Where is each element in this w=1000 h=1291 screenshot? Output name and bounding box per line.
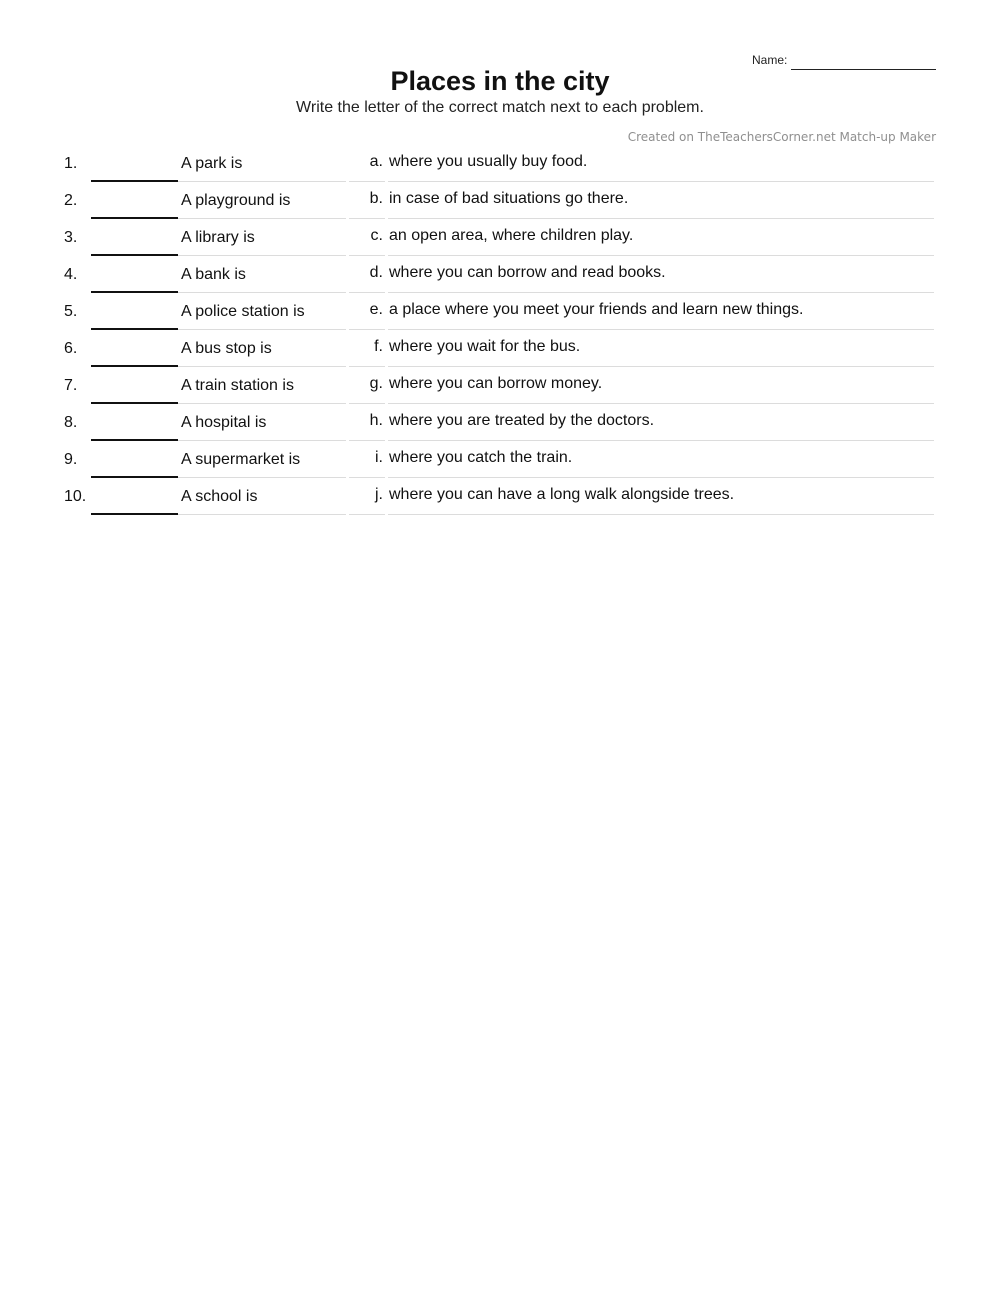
name-label: Name:	[752, 53, 788, 67]
match-letter-cell	[349, 256, 385, 293]
problem-number: 8.	[64, 414, 78, 431]
match-text: an open area, where children play.	[389, 227, 634, 244]
problem-cell	[178, 293, 346, 330]
table-row	[0, 330, 1000, 367]
table-row	[0, 145, 1000, 182]
match-letter: h.	[369, 412, 383, 429]
match-letter: e.	[369, 301, 383, 318]
table-row	[0, 441, 1000, 478]
match-cell	[388, 404, 934, 441]
match-cell	[388, 256, 934, 293]
problem-number: 9.	[64, 451, 78, 468]
match-letter-cell	[349, 219, 385, 256]
match-letter-cell	[349, 182, 385, 219]
problem-number: 6.	[64, 340, 78, 357]
problem-cell	[178, 256, 346, 293]
match-text: in case of bad situations go there.	[389, 190, 629, 207]
answer-blank[interactable]	[91, 330, 178, 367]
problem-text: A library is	[181, 229, 255, 246]
problem-cell	[178, 145, 346, 182]
match-cell	[388, 145, 934, 182]
problem-text: A supermarket is	[181, 451, 301, 468]
match-letter: j.	[375, 486, 383, 503]
table-row	[0, 478, 1000, 515]
problem-cell	[178, 404, 346, 441]
match-letter-cell	[349, 145, 385, 182]
match-text: where you usually buy food.	[389, 153, 588, 170]
table-row	[0, 219, 1000, 256]
problem-text: A police station is	[181, 303, 305, 320]
problem-number: 1.	[64, 155, 78, 172]
match-text: a place where you meet your friends and learn new things.	[389, 301, 804, 318]
match-letter-cell	[349, 404, 385, 441]
match-letter-cell	[349, 293, 385, 330]
problem-cell	[178, 441, 346, 478]
match-letter: f.	[374, 338, 383, 355]
match-letter: a.	[369, 153, 383, 170]
match-text: where you catch the train.	[389, 449, 573, 466]
match-cell	[388, 182, 934, 219]
match-letter-cell	[349, 367, 385, 404]
answer-blank[interactable]	[91, 367, 178, 404]
match-letter-cell	[349, 441, 385, 478]
answer-blank[interactable]	[91, 182, 178, 219]
answer-blank[interactable]	[91, 293, 178, 330]
problem-text: A bank is	[181, 266, 246, 283]
match-cell	[388, 367, 934, 404]
match-cell	[388, 330, 934, 367]
match-text: where you can borrow money.	[389, 375, 603, 392]
problem-text: A train station is	[181, 377, 294, 394]
answer-blank[interactable]	[91, 256, 178, 293]
table-row	[0, 404, 1000, 441]
match-letter: i.	[375, 449, 383, 466]
credit-line: Created on TheTeachersCorner.net Match-up Maker	[627, 130, 936, 144]
match-letter: d.	[369, 264, 383, 281]
instructions: Write the letter of the correct match next to each problem.	[296, 99, 704, 116]
match-text: where you can have a long walk alongside trees.	[389, 486, 735, 503]
page-title: Places in the city	[390, 66, 610, 96]
answer-blank[interactable]	[91, 404, 178, 441]
problem-cell	[178, 330, 346, 367]
match-letter-cell	[349, 330, 385, 367]
problem-text: A playground is	[181, 192, 291, 209]
table-row	[0, 182, 1000, 219]
problem-cell	[178, 219, 346, 256]
table-row	[0, 256, 1000, 293]
problem-number: 2.	[64, 192, 78, 209]
problem-number: 10.	[64, 488, 87, 505]
problem-text: A bus stop is	[181, 340, 272, 357]
match-text: where you can borrow and read books.	[389, 264, 666, 281]
problem-number: 7.	[64, 377, 78, 394]
match-cell	[388, 219, 934, 256]
match-text: where you wait for the bus.	[389, 338, 581, 355]
answer-blank[interactable]	[91, 441, 178, 478]
match-letter: b.	[369, 190, 383, 207]
problem-text: A school is	[181, 488, 258, 505]
answer-blank[interactable]	[91, 145, 178, 182]
problem-number: 5.	[64, 303, 78, 320]
problem-cell	[178, 367, 346, 404]
problem-text: A park is	[181, 155, 243, 172]
match-letter-cell	[349, 478, 385, 515]
answer-blank[interactable]	[91, 219, 178, 256]
table-row	[0, 367, 1000, 404]
problem-number: 3.	[64, 229, 78, 246]
match-text: where you are treated by the doctors.	[389, 412, 655, 429]
match-cell	[388, 293, 934, 330]
problem-number: 4.	[64, 266, 78, 283]
match-cell	[388, 478, 934, 515]
match-letter: g.	[369, 375, 383, 392]
table-row	[0, 293, 1000, 330]
problem-cell	[178, 478, 346, 515]
answer-blank[interactable]	[91, 478, 178, 515]
problem-cell	[178, 182, 346, 219]
match-letter: c.	[370, 227, 383, 244]
match-cell	[388, 441, 934, 478]
problem-text: A hospital is	[181, 414, 267, 431]
